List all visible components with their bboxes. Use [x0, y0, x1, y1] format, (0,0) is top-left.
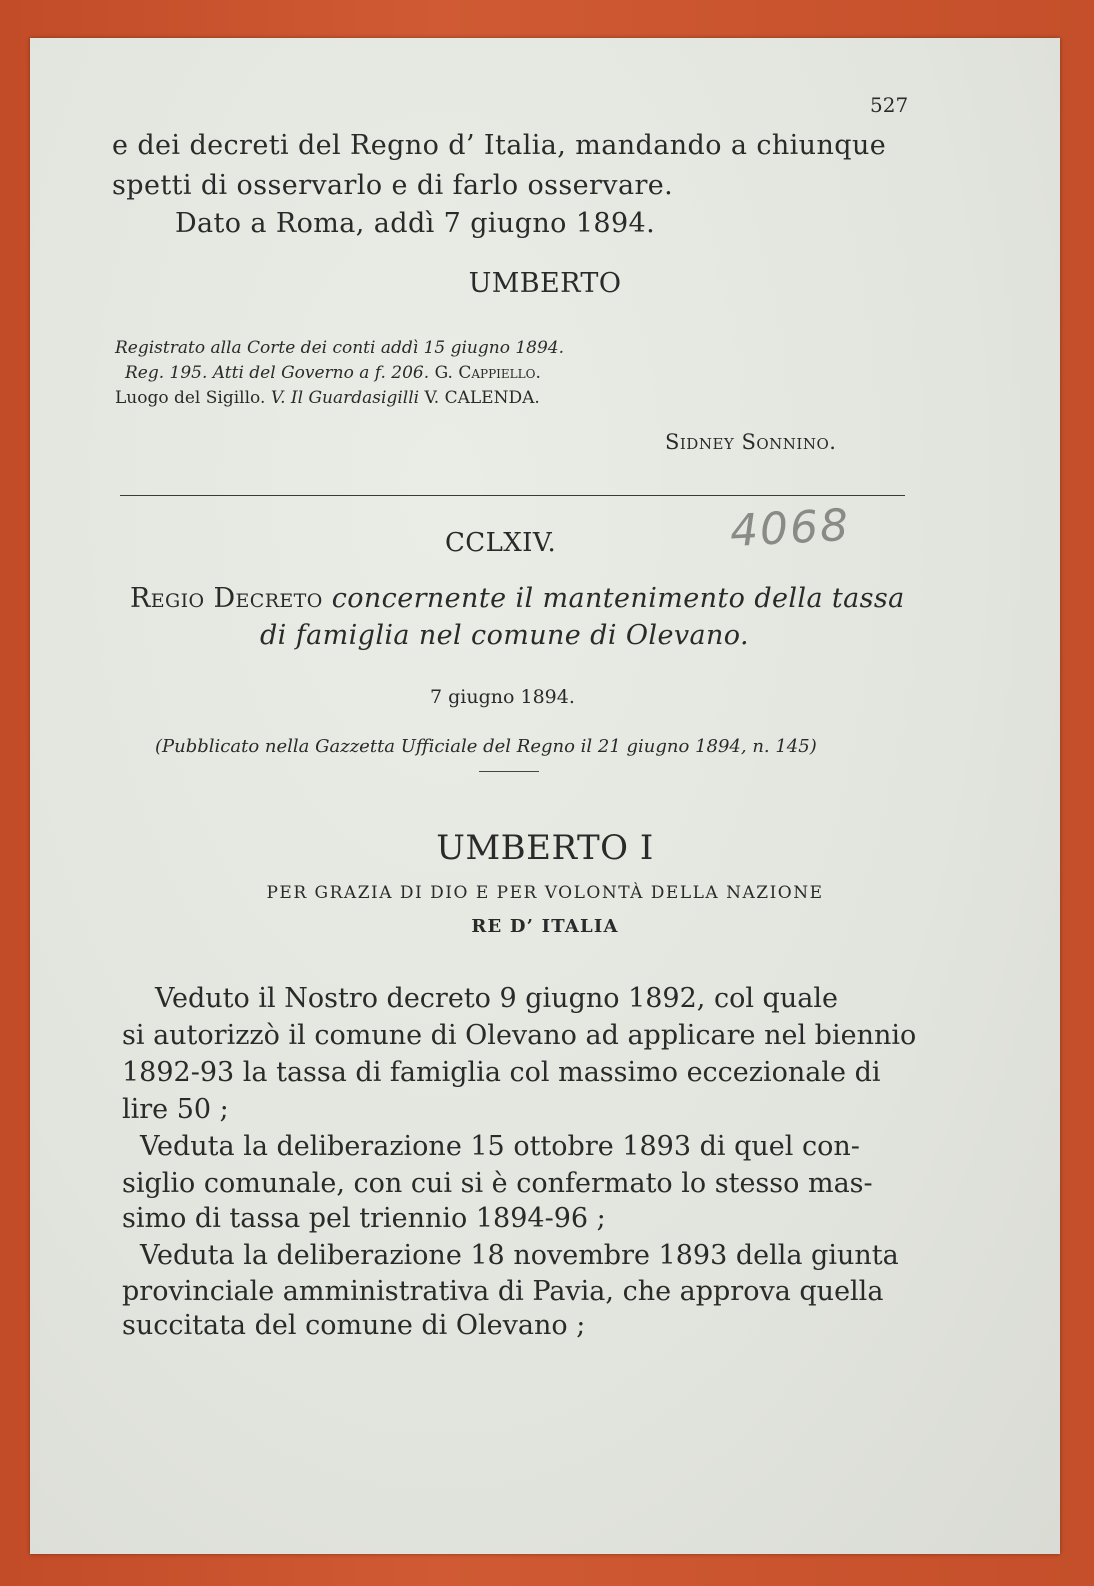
date-line: Dato a Roma, addì 7 giugno 1894. — [175, 208, 656, 239]
text-line: spetti di osservarlo e di farlo osservare. — [112, 170, 674, 201]
body-line: lire 50 ; — [122, 1094, 229, 1125]
decree-number: CCLXIV. — [445, 528, 557, 558]
registration-text: Reg. 195. Atti del Governo a f. 206. — [125, 363, 430, 383]
registration-line-1 — [115, 338, 564, 358]
short-divider — [479, 771, 539, 772]
publication-note: (Pubblicato nella Gazzetta Ufficiale del Regno il 21 giugno 1894, n. 145) — [155, 736, 817, 757]
king-signature: UMBERTO — [468, 268, 622, 299]
registrar-name: G. Cappiello. — [434, 363, 541, 383]
body-line: provinciale amministrativa di Pavia, che approva quella — [122, 1276, 884, 1307]
decree-title-prefix: Regio Decreto — [130, 583, 323, 614]
page-number: 527 — [870, 93, 909, 117]
body-line: Veduto il Nostro decreto 9 giugno 1892, col quale — [155, 983, 838, 1014]
body-line: Veduta la deliberazione 15 ottobre 1893 di quel con- — [140, 1131, 860, 1162]
king-heading: UMBERTO I — [436, 828, 654, 868]
decree-title-text: concernente il mantenimento della tassa — [331, 583, 905, 614]
body-line: simo di tassa pel triennio 1894-96 ; — [122, 1203, 606, 1234]
divider — [120, 495, 905, 496]
registration-line-3 — [115, 388, 540, 408]
keeper-name: V. CALENDA. — [424, 388, 540, 408]
minister-signature: Sidney Sonnino. — [665, 430, 837, 454]
body-line: siglio comunale, con cui si è confermato lo stesso mas- — [122, 1168, 873, 1199]
king-title: RE D’ ITALIA — [471, 916, 619, 937]
registration-text: Registrato alla Corte dei conti addì 15 giugno 1894. — [115, 338, 565, 358]
seal-text: Luogo del Sigillo. — [115, 388, 266, 408]
text-line: e dei decreti del Regno d’ Italia, mandando a chiunque — [112, 130, 887, 161]
handwritten-note: 4068 — [728, 499, 852, 558]
decree-date: 7 giugno 1894. — [430, 686, 575, 708]
body-line: si autorizzò il comune di Olevano ad applicare nel biennio — [122, 1020, 917, 1051]
decree-title-line-1 — [130, 583, 905, 614]
king-subtitle: PER GRAZIA DI DIO E PER VOLONTÀ DELLA NAZIONE — [266, 883, 824, 903]
body-line: succitata del comune di Olevano ; — [122, 1310, 586, 1341]
body-line: Veduta la deliberazione 18 novembre 1893 della giunta — [140, 1240, 899, 1271]
registration-line-2 — [125, 363, 541, 383]
body-line: 1892-93 la tassa di famiglia col massimo eccezionale di — [122, 1057, 881, 1088]
document-page — [30, 38, 1060, 1554]
decree-title-line-2: di famiglia nel comune di Olevano. — [260, 620, 749, 651]
keeper-title: V. Il Guardasigilli — [270, 388, 420, 408]
